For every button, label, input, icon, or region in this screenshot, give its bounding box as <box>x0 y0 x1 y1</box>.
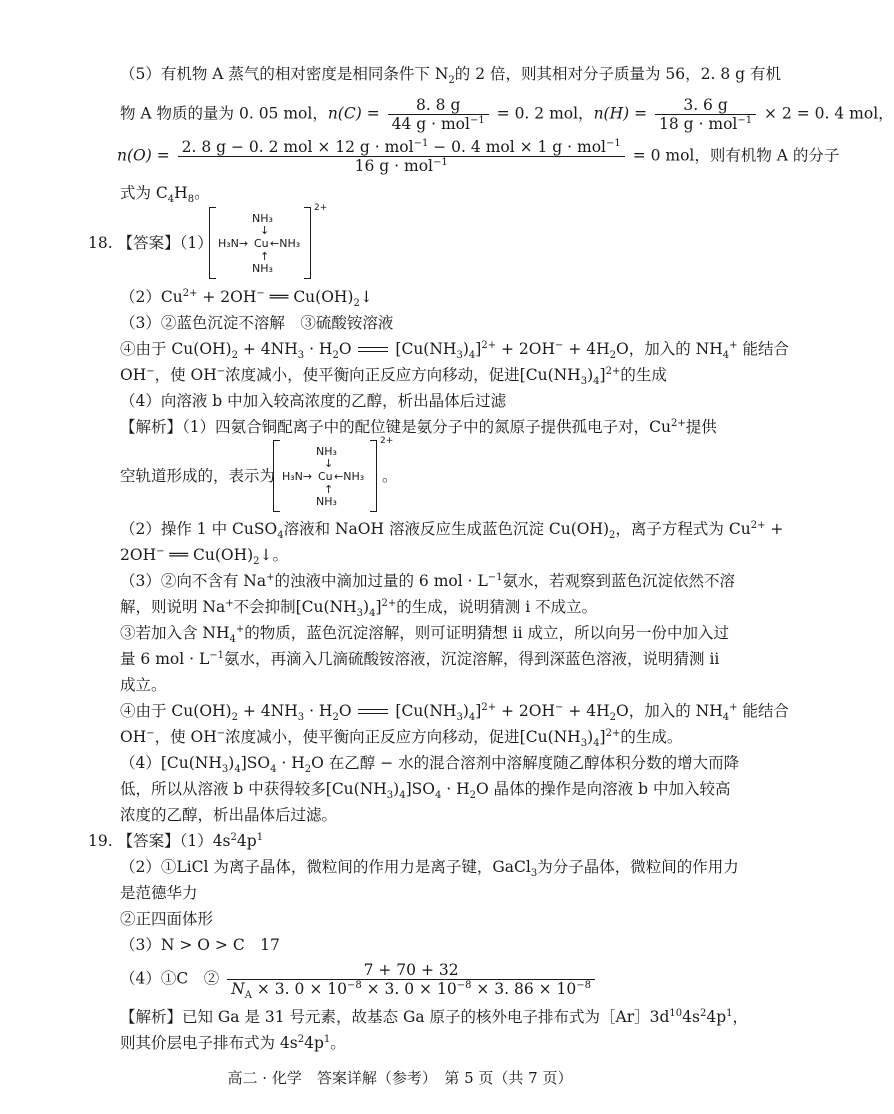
q18-explain-1: 【解析】（1）四氨合铜配离子中的配位键是氨分子中的氮原子提供孤电子对，$Cu^{2+}$提供 <box>120 417 717 436</box>
q18-answer-4-line1: ④由于 $Cu(OH)_2 + 4NH_3 \cdot H_2O$ $[Cu(NH_3)_4]^{2+} + 2OH^- + 4H_2O$，加入的 $NH_4^+$ 能结合 <box>120 339 789 362</box>
q17-5-line1: （5）有机物 A 蒸气的相对密度是相同条件下 $N_2$的 2 倍，则其相对分子质量为 56，2. 8 g 有机 <box>120 65 782 87</box>
q18-explain-7: ③若加入含 $NH_4^+$的物质，蓝色沉淀溶解，则可证明猜想 ii 成立，所以向另一份中加入过 <box>120 623 730 646</box>
q17-5-line3: n(O) = $\frac{2. 8 g - 0. 2 mol \times 12 g \cdot mol^{-1} - 0. 4 mol \times 1 g \cdot mol^{-1}}{16 g \cdot mol^{-1}}$ = 0 mol，则有机物 A 的分子 <box>117 137 840 175</box>
q18-answer-head: 18. 【答案】（1） <box>88 234 213 252</box>
equilibrium-arrow <box>356 345 390 355</box>
q19-explain-2: 则其价层电子排布式为 $4s^24p^1$。 <box>120 1033 346 1052</box>
fraction-oxygen: $\frac{2. 8 g - 0. 2 mol \times 12 g \cdot mol^{-1} - 0. 4 mol \times 1 g \cdot mol^{-1}}{16 g \cdot mol^{-1}}$ <box>178 138 625 175</box>
q18-answer-3: （3）②蓝色沉淀不溶解 ③硫酸铵溶液 <box>120 314 394 332</box>
q19-answer-2b: ②正四面体形 <box>120 910 214 928</box>
q18-explain-12: $(4)[Cu(NH_3)_4]SO_4 \cdot H_2O$ 在乙醇 − 水的混合溶剂中溶解度随乙醇体积分数的增大而降 <box>120 754 740 776</box>
q18-explain-11: OH−，使 OH−浓度减小，使平衡向正反应方向移动，促进$[Cu(NH_3)_4]^{2+}$的生成。 <box>120 727 683 750</box>
q19-answer-head: 19. 【答案】$(1)4s^24p^1$ <box>88 831 264 850</box>
q19-answer-2: （2）①LiCl 为离子晶体，微粒间的作用力是离子键，GaCl$_3$为分子晶体，微粒间的作用力 <box>120 858 739 880</box>
equilibrium-arrow-2 <box>356 707 390 717</box>
q18-explain-4: 2OH− ══ $Cu(OH)_2↓$。 <box>120 545 289 568</box>
q18-explain-2: 空轨道形成的，表示为 <box>120 467 276 485</box>
q17-5-line2: 物 A 物质的量为 0. 05 mol，n(C) = $\frac{8. 8 g}{44 g \cdot mol^{-1}}$ = 0. 2 mol，n(H) = $\frac{3. 6 g}{18 g \cdot mol^{-1}}$ × 2 = 0. 4 mol， <box>120 96 894 133</box>
q19-explain-1: 【解析】已知 Ga 是 31 号元素，故基态 Ga 原子的核外电子排布式为$[Ar]3d^{10}4s^24p^1$， <box>120 1007 749 1026</box>
complex-ion-structure: NH₃ ↓ H₃N→ Cu ←NH₃ ↑ NH₃ 2+ <box>209 207 311 279</box>
complex-ion-structure-2: NH₃ ↓ H₃N→ Cu ←NH₃ ↑ NH₃ 2+ <box>273 440 377 512</box>
q19-answer-2-cont: 是范德华力 <box>120 884 198 902</box>
q18-explain-6: 解，则说明 Na+不会抑制$[Cu(NH_3)_4]^{2+}$的生成，说明猜测 i 不成立。 <box>120 597 598 620</box>
q18-explain-3: （2）操作 1 中 CuSO$_4$溶液和 NaOH 溶液反应生成蓝色沉淀 $Cu(OH)_2$，离子方程式为 $Cu^{2+}$ + <box>120 519 784 542</box>
page-footer: 高二 · 化学 答案详解（参考） 第 5 页（共 7 页） <box>227 1069 573 1087</box>
q19-answer-3: （3）N > O > C 17 <box>120 936 280 954</box>
q18-answer-5: （4）向溶液 b 中加入较高浓度的乙醇，析出晶体后过滤 <box>120 392 507 410</box>
q17-5-line4: 式为 $C_4H_8$。 <box>120 184 210 206</box>
q18-explain-8: 量 6 mol · $L^{-1}$氨水，再滴入几滴硫酸铵溶液，沉淀溶解，得到深蓝色溶液，说明猜测 ii <box>120 649 720 668</box>
fraction-density: $\frac{7 + 70 + 32}{N_A \times 3. 0 \times 10^{-8} \times 3. 0 \times 10^{-8} \times 3. 86 \times 10^{-8}}$ <box>227 961 595 998</box>
q18-explain-9: 成立。 <box>120 676 167 694</box>
q18-explain-10: ④由于 $Cu(OH)_2 + 4NH_3 \cdot H_2O$ $[Cu(NH_3)_4]^{2+} + 2OH^- + 4H_2O$，加入的 $NH_4^+$ 能结合 <box>120 701 789 724</box>
q18-explain-14: 浓度的乙醇，析出晶体后过滤。 <box>120 806 338 824</box>
fraction-hydrogen: $\frac{3. 6 g}{18 g \cdot mol^{-1}}$ <box>655 96 756 133</box>
q18-answer-2: $(2)Cu^{2+} + 2OH^-$ ══ $Cu(OH)_2↓$ <box>120 287 373 310</box>
q18-explain-5: （3）②向不含有 Na+的浊液中滴加过量的 6 mol · $L^{-1}$氨水，若观察到蓝色沉淀依然不溶 <box>120 571 736 590</box>
q18-answer-4-line2: OH−，使 OH−浓度减小，使平衡向正反应方向移动，促进$[Cu(NH_3)_4]^{2+}$的生成 <box>120 365 667 388</box>
fraction-carbon: $\frac{8. 8 g}{44 g \cdot mol^{-1}}$ <box>388 96 489 133</box>
q19-answer-4: （4）①C ② $\frac{7 + 70 + 32}{N_A \times 3. 0 \times 10^{-8} \times 3. 0 \times 10^{-8} \times 3. 86 \times 10^{-8}}$ <box>120 961 598 998</box>
q18-explain-2-end: 。 <box>382 467 398 485</box>
q18-explain-13: 低，所以从溶液 b 中获得较多$[Cu(NH_3)_4]SO_4 \cdot H_2O$ 晶体的操作是向溶液 b 中加入较高 <box>120 780 731 802</box>
